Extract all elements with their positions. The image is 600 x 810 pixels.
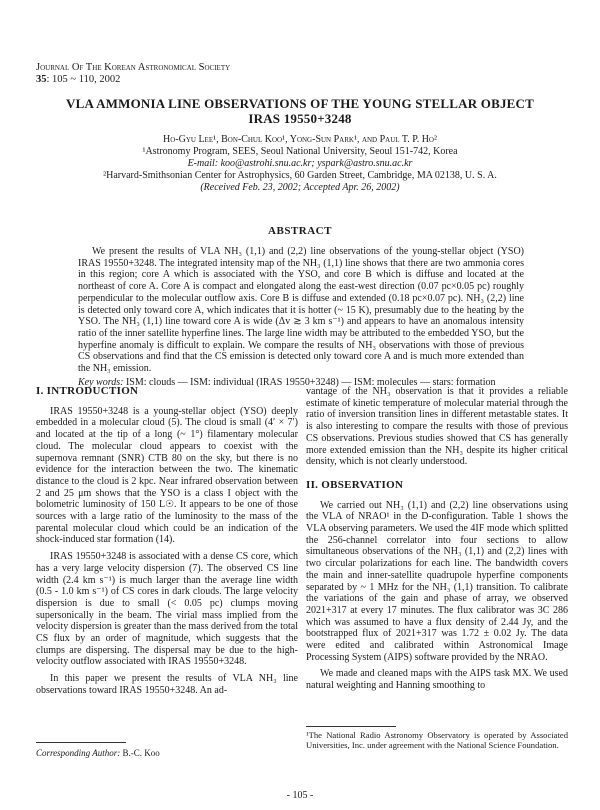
corresponding-label: Corresponding Author: [36,748,121,758]
paper-title [20,96,580,126]
author-email: E-mail: koo@astrohi.snu.ac.kr; yspark@astro.snu.ac.kr [187,158,413,169]
corresponding-rule [36,742,126,743]
footnote-rule [306,726,396,727]
corresponding-author [36,748,298,758]
right-column [306,386,568,692]
paper-title-line2: IRAS 19550+3248 [248,111,352,126]
journal-volume-line [36,74,230,86]
affiliation-2: ²Harvard-Smithsonian Center for Astrophysics, 60 Garden Street, Cambridge, MA 02138, U. S. A. [103,170,497,181]
keywords-text: ISM: clouds — ISM: individual (IRAS 19550+3248) — ISM: molecules — stars: formation [125,377,496,388]
keywords-label: Key words: [78,377,124,388]
author-block [20,134,580,194]
author-names: Ho-Gyu Lee¹, Bon-Chul Koo¹, Yong-Sun Park¹, and Paul T. P. Ho² [163,134,437,145]
observation-paragraph-1: We carried out NH₃ (1,1) and (2,2) line observations using the VLA of NRAO¹ in the D-configuration. Table 1 shows the VLA observing parameters. We used the 4IF mode which splitted the 256-channel correlator into four sections to allow simultaneous observations of the NH₃ (1,1) and (2,2) lines with two circular polarizations for each line. The bandwidth covers the main and inner-satellite quadrupole hyperfine components separated by ~ 1 MHz for the NH₃ (1,1) transition. To calibrate the variations of the gain and phase of array, we observed 2021+317 at every 17 minutes. The flux calibrator was 3C 286 which was assumed to have a flux density of 2.44 Jy, and the bootstrapped flux of 2021+317 was 1.72 ± 0.02 Jy. The data were edited and calibrated within Astronomical Image Processing System (AIPS) software provided by the NRAO. [306,499,568,663]
page-number: - 105 - [286,790,314,801]
journal-volume: 35 [36,74,47,85]
intro-paragraph-3: In this paper we present the results of VLA NH₃ line observations toward IRAS 19550+3248. An ad- [36,673,298,696]
affiliation-1: ¹Astronomy Program, SEES, Seoul National University, Seoul 151-742, Korea [142,146,458,157]
journal-header [36,62,230,86]
intro-paragraph-3-continued: vantage of the NH₃ observation is that it provides a reliable estimate of kinetic temperature of molecular material through the ratio of inversion transition lines in different metastable states. It is also interesting to compare the results with those of previous CS observations. Previous studies showed that CS has generally more extended emission than the NH₃ despite its higher critical density, which is not clearly understood. [306,386,568,468]
observation-heading: II. OBSERVATION [306,478,404,491]
abstract-text: We present the results of VLA NH₃ (1,1) and (2,2) line observations of the young-stellar object (YSO) IRAS 19550+3248. The integrated intensity map of the NH₃ (1,1) line shows that there are two ammonia cores in this region; core A which is associated with the YSO, and core B which is diffuse and located at the northeast of core A. Core A is compact and elongated along the east-west direction (0.07 pc×0.05 pc) roughly perpendicular to the molecular outflow axis. Core B is diffuse and extended (0.18 pc×0.07 pc). NH₃ (2,2) line is detected only toward core A, which indicates that it is hotter (~ 15 K), presumably due to the heating by the YSO. The NH₃ (1,1) line toward core A is wide (Δv ≳ 3 km s⁻¹) and appears to have an anomalous intensity ratio of the inner satellite hyperfine lines. The large line width may be attributed to the embedded YSO, but the hyperfine anomaly is difficult to explain. We compare the results of NH₃ observations with those of previous CS observations and find that the CS emission is detected only toward core A and is much more extended than the NH₃ emission. [78,246,524,375]
journal-pages: : 105 ~ 110, 2002 [46,74,121,85]
left-column [36,386,298,697]
intro-paragraph-1: IRAS 19550+3248 is a young-stellar object (YSO) deeply embedded in a molecular cloud (5). The cloud is small (4′ × 7′) and located at the tip of a long (~ 1°) filamentary molecular cloud. The molecular cloud appears to coexist with the supernova remnant (SNR) CTB 80 on the sky, but there is no evidence for the interaction between the two. The kinematic distance to the cloud is 2 kpc. Near infrared observation between 2 and 25 μm shows that the YSO is a class I object with the bolometric luminosity of 150 L☉. It appears to be one of those sources with a large ratio of the luminosity to the mass of the parental molecular cloud which could be an indication of the shock-induced star formation (14). [36,405,298,546]
observation-paragraph-2: We made and cleaned maps with the AIPS task MX. We used natural weighting and Hanning smoothing to [306,668,568,692]
intro-paragraph-2: IRAS 19550+3248 is associated with a dense CS core, which has a very large velocity dispersion (7). The observed CS line width (2.4 km s⁻¹) is much larger than the average line width (0.5 - 1.0 km s⁻¹) of CS cores in dark clouds. The large velocity dispersion is due to small (< 0.05 pc) clumps moving supersonically in the beam. The virial mass implied from the velocity dispersion is greater than the mass derived from the total CS flux by an order of magnitude, which suggests that the clumps are dispersing. The dispersal may be due to the high-velocity outflow associated with IRAS 19550+3248. [36,551,298,668]
received-dates: (Received Feb. 23, 2002; Accepted Apr. 26, 2002) [200,182,400,193]
corresponding-name: B.-C. Koo [122,748,160,758]
journal-name: Journal Of The Korean Astronomical Society [36,62,231,73]
footnote-nrao: ¹The National Radio Astronomy Observatory is operated by Associated Universities, Inc. under agreement with the National Science Foundation. [306,730,568,750]
paper-title-line1: VLA AMMONIA LINE OBSERVATIONS OF THE YOUNG STELLAR OBJECT [66,96,534,111]
intro-heading: I. INTRODUCTION [36,385,139,397]
abstract-heading: ABSTRACT [268,225,332,237]
